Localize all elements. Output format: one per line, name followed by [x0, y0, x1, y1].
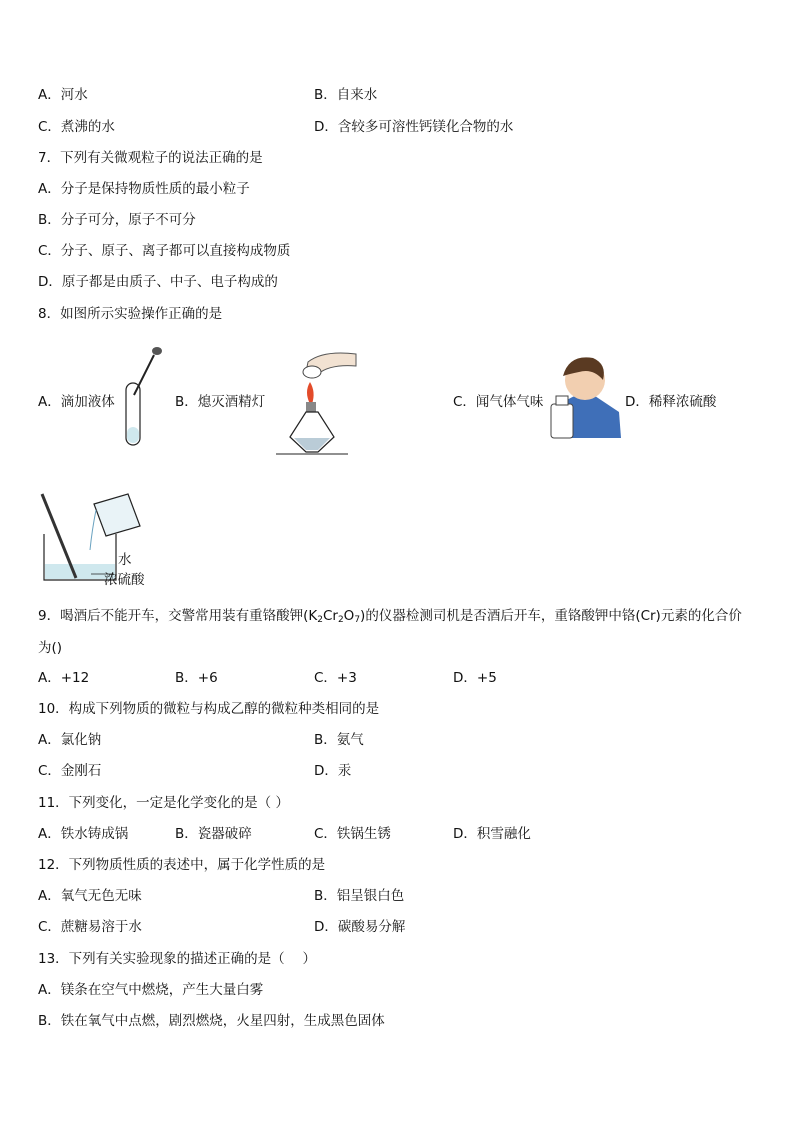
acid-label: 浓硫酸	[104, 572, 145, 588]
q9-option-b: B．+6	[175, 670, 218, 686]
q7-option-d: D．原子都是由质子、中子、电子构成的	[38, 274, 278, 290]
q12-option-a: A．氧气无色无味	[38, 888, 142, 904]
q12-option-d: D．碳酸易分解	[314, 919, 406, 935]
diluting-acid-figure	[36, 490, 166, 584]
q6-option-a: A．河水	[38, 87, 88, 103]
q9-stem-line2: 为()	[38, 640, 63, 656]
q8-option-b: B．熄灭酒精灯	[175, 394, 266, 410]
q13-stem: 13．下列有关实验现象的描述正确的是（ ）	[38, 951, 316, 967]
q12-stem: 12．下列物质性质的表述中，属于化学性质的是	[38, 857, 326, 873]
q12-option-b: B．铝呈银白色	[314, 888, 405, 904]
q10-option-a: A．氯化钠	[38, 732, 102, 748]
smelling-gas-figure	[545, 352, 625, 444]
dropper-test-tube-figure	[120, 345, 166, 450]
q10-option-c: C．金刚石	[38, 763, 102, 779]
q7-option-c: C．分子、原子、离子都可以直接构成物质	[38, 243, 291, 259]
q7-option-a: A．分子是保持物质性质的最小粒子	[38, 181, 250, 197]
q11-option-b: B．瓷器破碎	[175, 826, 252, 842]
q10-option-b: B．氨气	[314, 732, 364, 748]
q6-option-c: C．煮沸的水	[38, 119, 115, 135]
q7-stem: 7．下列有关微观粒子的说法正确的是	[38, 150, 263, 166]
alcohol-lamp-figure	[268, 342, 360, 460]
q9-option-c: C．+3	[314, 670, 357, 686]
q8-option-c: C．闻气体气味	[453, 394, 544, 410]
q6-option-b: B．自来水	[314, 87, 378, 103]
q11-option-d: D．积雪融化	[453, 826, 531, 842]
water-label: 水	[118, 552, 132, 568]
q10-option-d: D．汞	[314, 763, 352, 779]
q9-option-d: D．+5	[453, 670, 497, 686]
q9-option-a: A．+12	[38, 670, 90, 686]
q10-stem: 10．构成下列物质的微粒与构成乙醇的微粒种类相同的是	[38, 701, 380, 717]
q8-option-a: A．滴加液体	[38, 394, 115, 410]
q11-stem: 11．下列变化，一定是化学变化的是（ ）	[38, 795, 289, 811]
q13-option-a: A．镁条在空气中燃烧，产生大量白雾	[38, 982, 264, 998]
q13-option-b: B．铁在氧气中点燃，剧烈燃烧，火星四射，生成黑色固体	[38, 1013, 385, 1029]
q8-option-d: D．稀释浓硫酸	[625, 394, 717, 410]
q8-stem: 8．如图所示实验操作正确的是	[38, 306, 223, 322]
q11-option-a: A．铁水铸成锅	[38, 826, 129, 842]
q6-option-d: D．含较多可溶性钙镁化合物的水	[314, 119, 514, 135]
q12-option-c: C．蔗糖易溶于水	[38, 919, 142, 935]
q7-option-b: B．分子可分，原子不可分	[38, 212, 196, 228]
q11-option-c: C．铁锅生锈	[314, 826, 391, 842]
q9-stem: 9．喝酒后不能开车，交警常用装有重铬酸钾$(K_2Cr_2O_7)$的仪器检测司机是否酒后开车，重铬酸钾中铬(Cr)元素的化合价	[38, 608, 742, 625]
